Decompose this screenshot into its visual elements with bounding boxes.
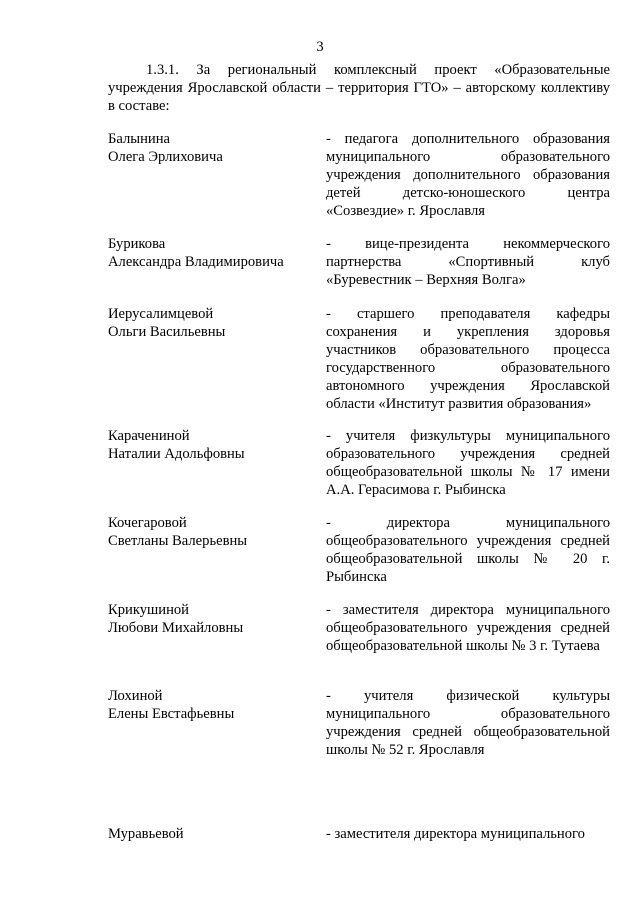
member-surname: Караченинoй [108,428,190,444]
member-position: - заместителя директора муниципального [326,826,585,842]
member-surname: Иерусалимцевой [108,306,214,322]
intro-paragraph: 1.3.1. За региональный комплексный проект «Образовательные учреждения Ярославской области – территория ГТО» – авторскому коллективу в составе: [108,62,610,114]
member-given-names: Александра Владимировича [108,254,284,270]
member-surname: Крикушиной [108,602,189,618]
member-given-names: Ольги Васильевны [108,324,226,340]
member-name [108,825,313,843]
member-surname: Балынина [108,131,170,147]
member-name [108,235,313,271]
member-position: - заместителя директора муниципального общеобразовательного учреждения средней общеобразовательной школы № 3 г. Тутаева [326,602,610,654]
member-surname: Бурикова [108,236,166,252]
member-position: - учителя физической культуры муниципального образовательного учреждения средней общеобразовательной школы № 52 г. Ярославля [326,688,610,758]
member-given-names: Любови Михайловны [108,620,244,636]
member-surname: Муравьевой [108,826,184,842]
member-name [108,601,313,637]
member-given-names: Елены Евстафьевны [108,706,235,722]
member-name [108,130,313,166]
member-position: - учителя физкультуры муниципального образовательного учреждения средней общеобразовательной школы № 17 имени А.А. Герасимова г. Рыбинска [326,428,610,498]
member-position: - педагога дополнительного образования муниципального образовательного учреждения дополнительного образования детей детско-юношеского центра «Созвездие» г. Ярославля [326,131,610,219]
member-name [108,305,313,341]
member-position: - старшего преподавателя кафедры сохранения и укрепления здоровья участников образовательного процесса государственного образовательного автономного учреждения Ярославской области «Институт развития образования» [326,306,610,412]
member-position: - вице-президента некоммерческого партнерства «Спортивный клуб «Буревестник – Верхняя Волга» [326,236,610,288]
member-given-names: Олега Эрлиховича [108,149,223,165]
member-given-names: Наталии Адольфовны [108,446,245,462]
member-position: - директора муниципального общеобразовательного учреждения средней общеобразовательной школы № 20 г. Рыбинска [326,515,610,585]
page-number: 3 [316,39,324,55]
member-name [108,427,313,463]
member-name [108,687,313,723]
member-surname: Лохиной [108,688,163,704]
member-name [108,514,313,550]
member-surname: Кочегаровой [108,515,187,531]
member-given-names: Светланы Валерьевны [108,533,248,549]
